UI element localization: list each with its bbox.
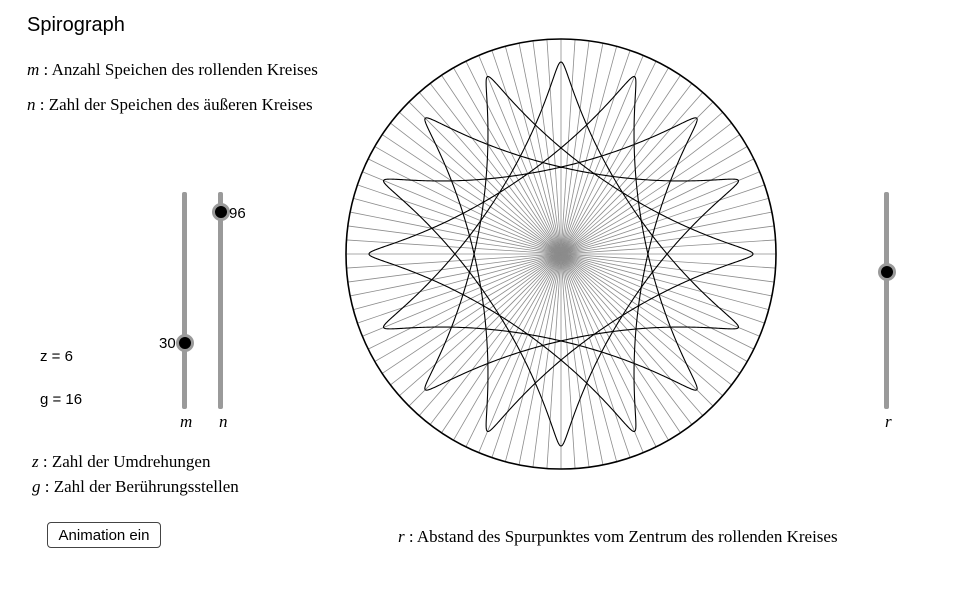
m-slider-value: 30 xyxy=(159,335,176,352)
z-value: z = 6 xyxy=(40,348,73,365)
spoke-line xyxy=(533,254,561,467)
animation-toggle-button[interactable]: Animation ein xyxy=(47,522,161,548)
spoke-line xyxy=(348,254,561,282)
spoke-line xyxy=(409,102,561,254)
spoke-line xyxy=(561,55,643,254)
spoke-line xyxy=(561,254,713,406)
spoke-line xyxy=(533,41,561,254)
r-slider-thumb[interactable] xyxy=(878,263,896,281)
m-slider-track[interactable] xyxy=(182,192,187,409)
n-slider-label: n xyxy=(219,412,228,431)
r-description-text: : Abstand des Spurpunktes vom Zentrum des rollenden Kreises xyxy=(404,527,838,546)
spoke-line xyxy=(362,254,561,336)
r-slider-track[interactable] xyxy=(884,192,889,409)
n-slider-track[interactable] xyxy=(218,192,223,409)
m-description xyxy=(27,60,318,80)
g-value: g = 16 xyxy=(40,391,83,408)
z-description xyxy=(32,452,210,472)
m-symbol: m xyxy=(27,60,40,79)
spoke-line xyxy=(561,254,760,336)
r-symbol: r xyxy=(398,527,405,546)
spoke-line xyxy=(561,254,643,453)
spoke-line xyxy=(561,226,774,254)
r-description xyxy=(398,527,838,547)
spoke-line xyxy=(561,254,774,282)
r-slider-label: r xyxy=(885,412,892,431)
g-symbol: g xyxy=(32,477,41,496)
n-description-text: : Zahl der Speichen des äußeren Kreises xyxy=(35,95,313,114)
spirograph-figure xyxy=(340,30,782,475)
spoke-line xyxy=(479,55,561,254)
m-slider-thumb[interactable] xyxy=(176,334,194,352)
app-title: Spirograph xyxy=(27,14,125,36)
spoke-line xyxy=(561,172,760,254)
spoke-line xyxy=(348,226,561,254)
spoke-line xyxy=(561,41,589,254)
spoke-line xyxy=(479,254,561,453)
m-description-text: : Anzahl Speichen des rollenden Kreises xyxy=(39,60,318,79)
spoke-line xyxy=(561,102,713,254)
z-symbol: z xyxy=(32,452,39,471)
n-symbol: n xyxy=(27,95,36,114)
spokes-group xyxy=(346,39,776,469)
n-slider-thumb[interactable] xyxy=(212,203,230,221)
n-description xyxy=(27,95,313,115)
n-slider-value: 96 xyxy=(229,205,246,222)
spoke-line xyxy=(362,172,561,254)
g-description xyxy=(32,477,239,497)
m-slider-label: m xyxy=(180,412,193,431)
spoke-line xyxy=(561,254,589,467)
g-description-text: : Zahl der Berührungsstellen xyxy=(40,477,239,496)
z-description-text: : Zahl der Umdrehungen xyxy=(38,452,211,471)
spoke-line xyxy=(409,254,561,406)
